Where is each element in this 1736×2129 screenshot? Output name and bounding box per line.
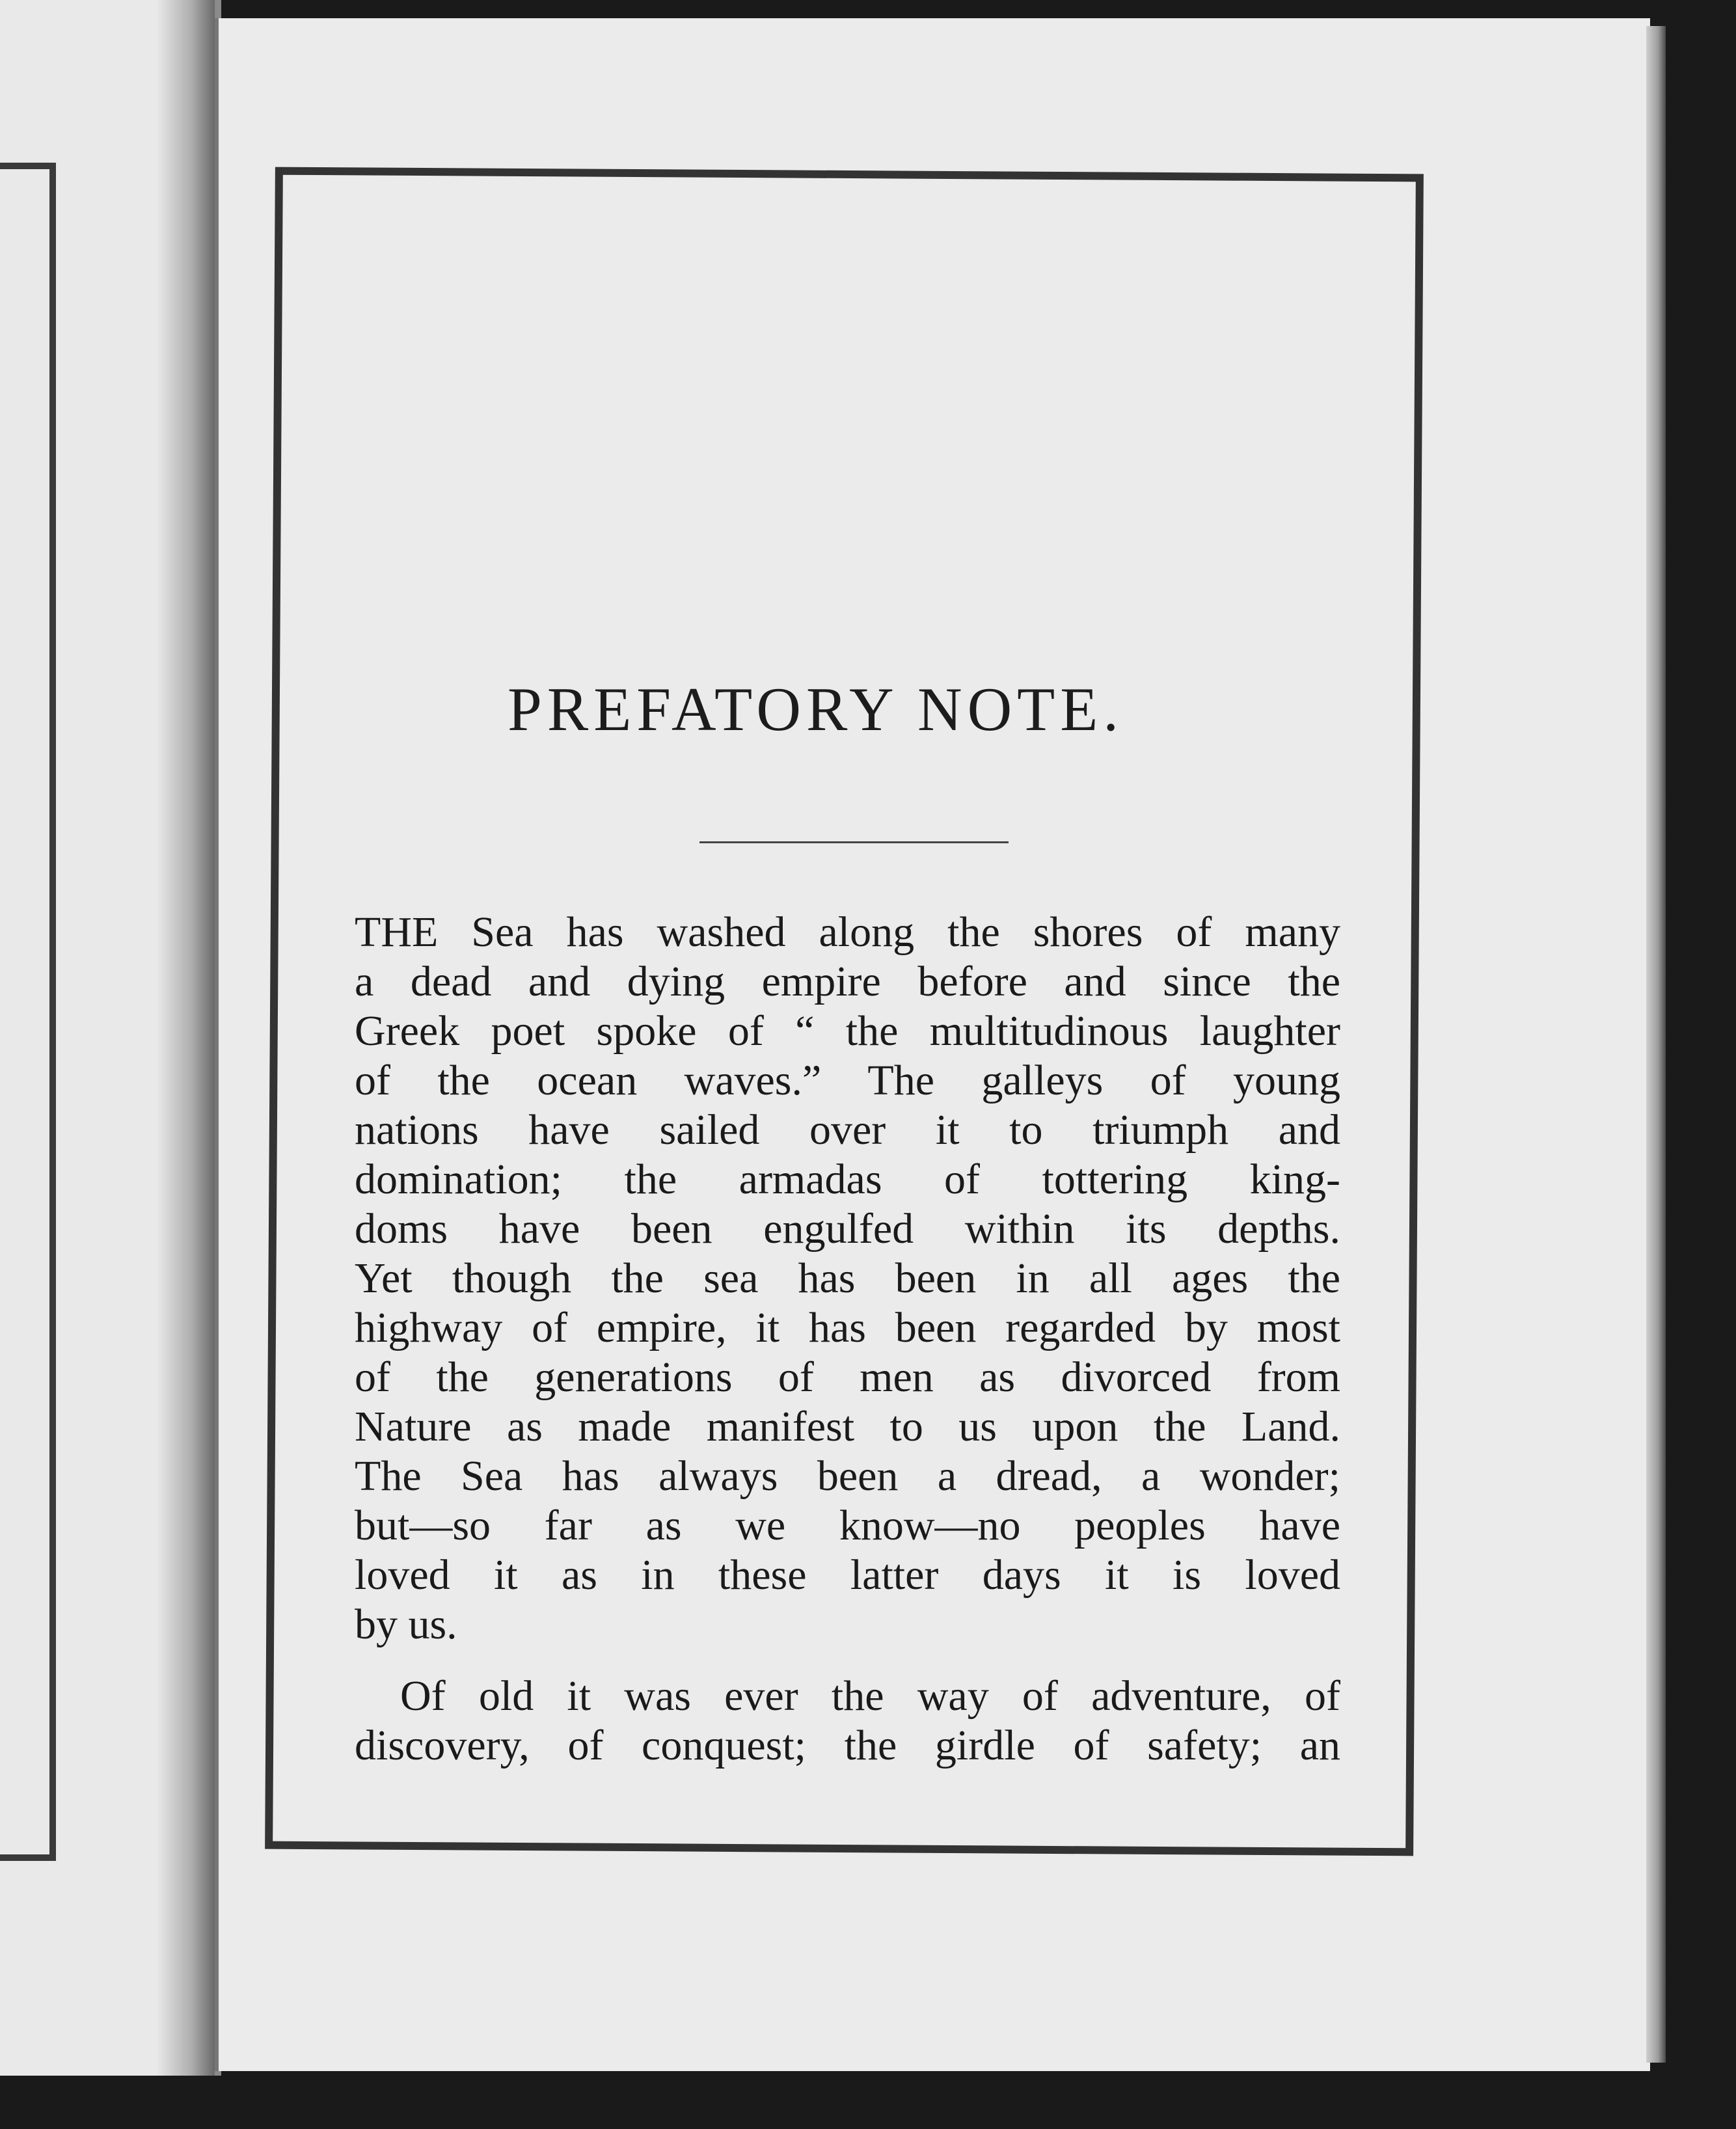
page-edge xyxy=(1646,26,1666,2063)
text-line: highway of empire, it has been regarded by most xyxy=(355,1304,1340,1351)
page-title: PREFATORY NOTE. xyxy=(508,675,1124,744)
text-line: The Sea has always been a dread, a wonder; xyxy=(355,1452,1340,1500)
text-line: loved it as in these latter days it is loved xyxy=(355,1551,1340,1599)
text-line: discovery, of conquest; the girdle of safety; an xyxy=(355,1722,1340,1769)
text-line: but—so far as we know—no peoples have xyxy=(355,1502,1340,1549)
text-line: nations have sailed over it to triumph and xyxy=(355,1106,1340,1154)
text-line: Yet though the sea has been in all ages the xyxy=(355,1254,1340,1302)
text-line: Of old it was ever the way of adventure, of xyxy=(400,1672,1340,1720)
text-line: a dead and dying empire before and since the xyxy=(355,958,1340,1005)
paragraph-gap xyxy=(355,1649,1340,1672)
facing-page xyxy=(0,0,221,2076)
paragraph xyxy=(355,908,1340,1649)
text-line: Nature as made manifest to us upon the Land. xyxy=(355,1403,1340,1450)
title-rule xyxy=(699,841,1009,843)
body-text xyxy=(355,908,1340,1770)
text-line: by us. xyxy=(355,1601,457,1648)
paragraph xyxy=(355,1672,1340,1770)
text-line: doms have been engulfed within its depths. xyxy=(355,1205,1340,1253)
text-line: of the ocean waves.” The galleys of young xyxy=(355,1057,1340,1104)
text-line: of the generations of men as divorced from xyxy=(355,1353,1340,1401)
text-line: domination; the armadas of tottering king- xyxy=(355,1156,1340,1203)
text-line: Greek poet spoke of “ the multitudinous laughter xyxy=(355,1007,1340,1055)
text-line: THE Sea has washed along the shores of many xyxy=(355,908,1340,956)
facing-page-border xyxy=(0,163,56,1861)
gutter-shadow xyxy=(156,0,215,2076)
